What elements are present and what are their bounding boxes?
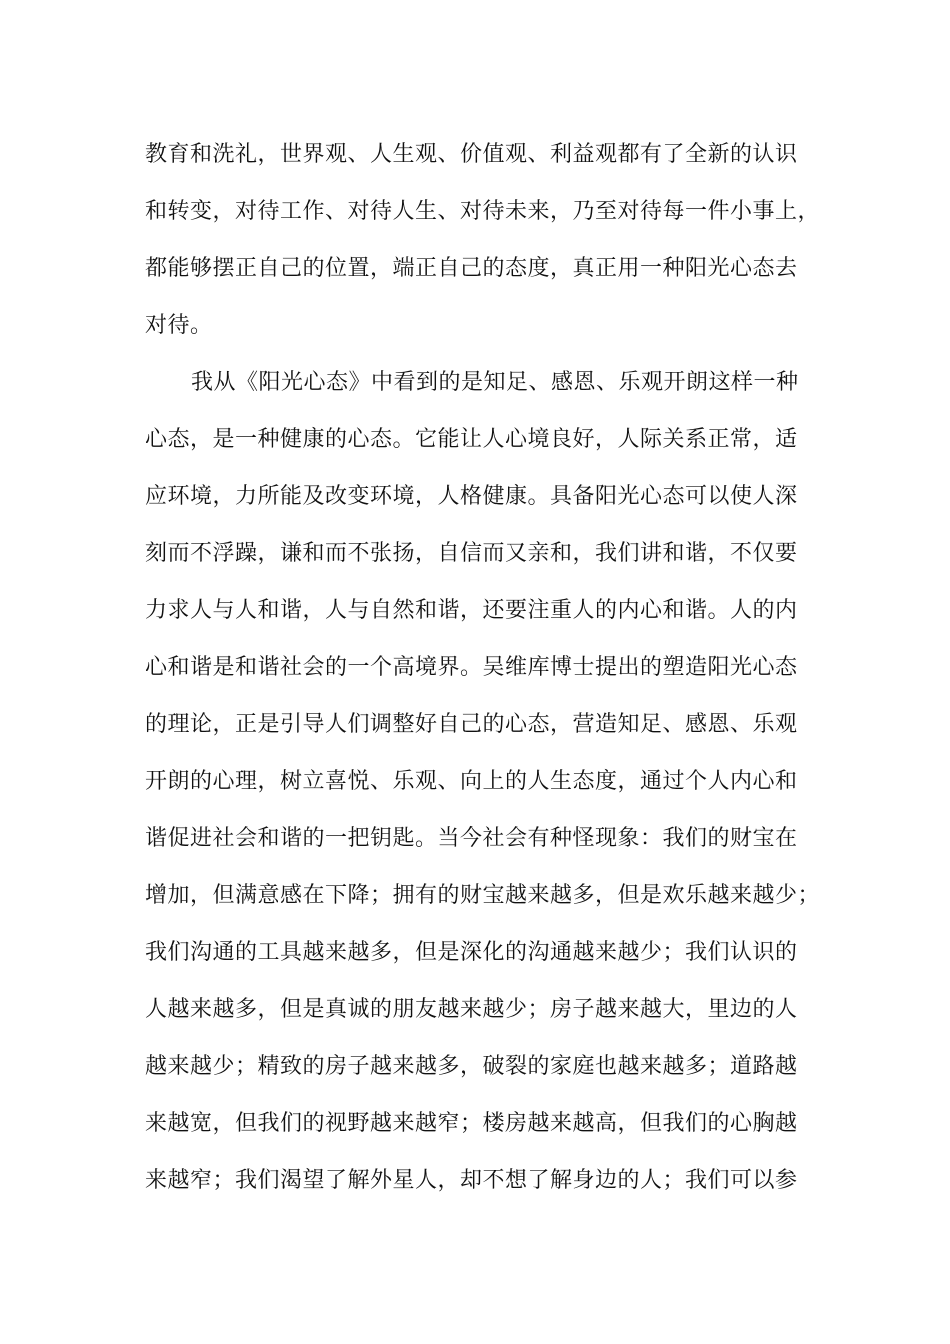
text-line: 开朗的心理，树立喜悦、乐观、向上的人生态度，通过个人内心和	[145, 769, 798, 794]
text-line: 人越来越多，但是真诚的朋友越来越少；房子越来越大，里边的人	[145, 997, 798, 1022]
paragraph-2	[145, 354, 821, 1209]
text-line: 力求人与人和谐，人与自然和谐，还要注重人的内心和谐。人的内	[145, 598, 798, 623]
text-line: 的理论，正是引导人们调整好自己的心态，营造知足、感恩、乐观	[145, 712, 798, 737]
text-line: 心态，是一种健康的心态。它能让人心境良好，人际关系正常，适	[145, 427, 798, 452]
text-line: 来越宽，但我们的视野越来越窄；楼房越来越高，但我们的心胸越	[145, 1111, 798, 1136]
text-line: 增加，但满意感在下降；拥有的财宝越来越多，但是欢乐越来越少；	[145, 883, 821, 908]
text-line: 教育和洗礼，世界观、人生观、价值观、利益观都有了全新的认识	[145, 142, 798, 167]
paragraph-1	[145, 126, 821, 354]
text-line: 应环境，力所能及改变环境，人格健康。具备阳光心态可以使人深	[145, 484, 798, 509]
text-line: 我们沟通的工具越来越多，但是深化的沟通越来越少；我们认识的	[145, 940, 798, 965]
text-line: 谐促进社会和谐的一把钥匙。当今社会有种怪现象：我们的财宝在	[145, 826, 798, 851]
text-line: 来越窄；我们渴望了解外星人，却不想了解身边的人；我们可以参	[145, 1168, 798, 1193]
text-line: 都能够摆正自己的位置，端正自己的态度，真正用一种阳光心态去	[145, 256, 798, 281]
text-line: 心和谐是和谐社会的一个高境界。吴维库博士提出的塑造阳光心态	[145, 655, 798, 680]
body-text	[145, 126, 821, 1209]
text-line: 刻而不浮躁，谦和而不张扬，自信而又亲和，我们讲和谐，不仅要	[145, 541, 798, 566]
text-line: 我从《阳光心态》中看到的是知足、感恩、乐观开朗这样一种	[191, 370, 799, 395]
text-line: 和转变，对待工作、对待人生、对待未来，乃至对待每一件小事上，	[145, 199, 821, 224]
text-line: 越来越少；精致的房子越来越多，破裂的家庭也越来越多；道路越	[145, 1054, 798, 1079]
text-line: 对待。	[145, 313, 213, 338]
